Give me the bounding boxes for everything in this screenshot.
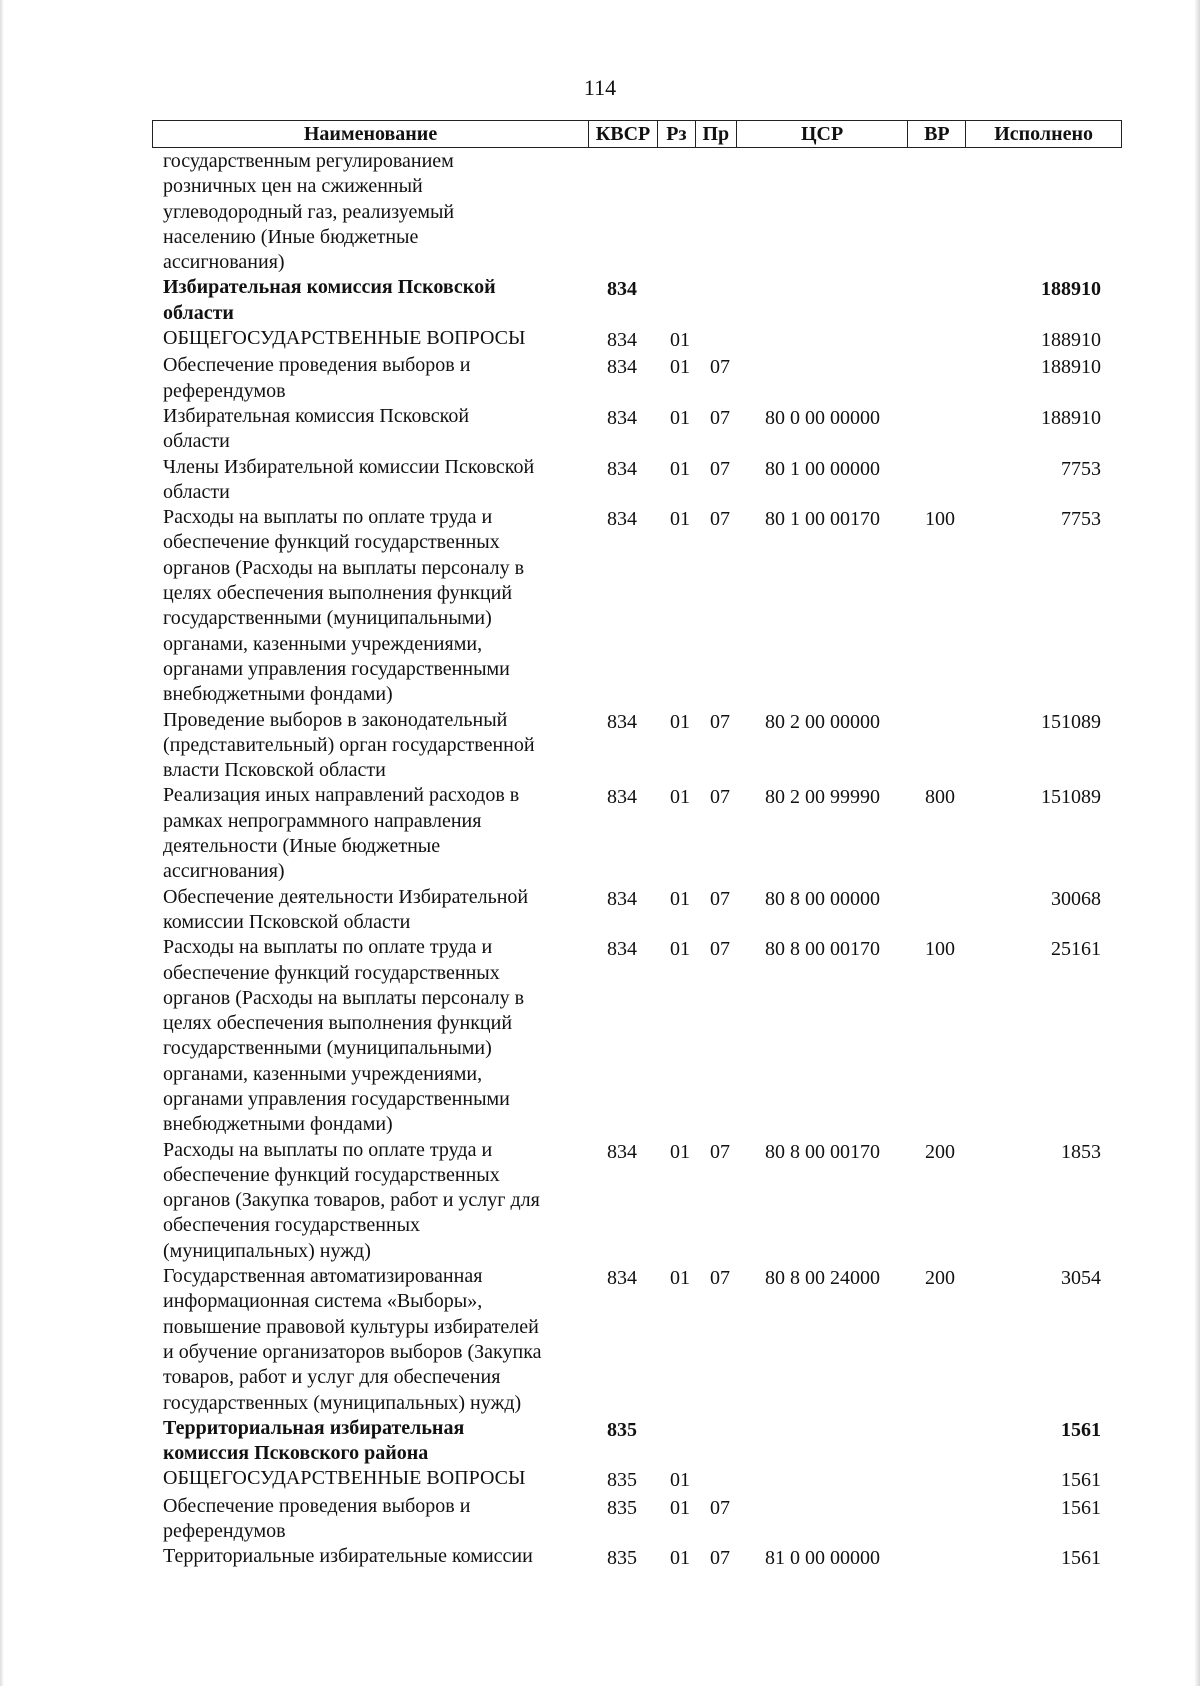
cell-rz: 01 bbox=[670, 406, 690, 429]
cell-rz: 01 bbox=[670, 887, 690, 910]
cell-kvsr: 834 bbox=[607, 1140, 637, 1163]
cell-vr bbox=[925, 1494, 995, 1496]
cell-kvsr: 835 bbox=[607, 1496, 637, 1519]
table-row bbox=[163, 326, 1123, 353]
cell-csr: 80 8 00 00170 bbox=[765, 938, 880, 961]
cell-name: Реализация иных направлений расходов в рамках непрограммного направления деятельности (Иные бюджетные ассигнования) bbox=[163, 784, 520, 883]
cell-executed: 7753 bbox=[1061, 457, 1101, 480]
table-row bbox=[163, 935, 1123, 1137]
cell-executed: 1561 bbox=[1061, 1496, 1101, 1519]
table-body bbox=[163, 149, 1123, 1572]
cell-rz: 01 bbox=[670, 1469, 690, 1492]
cell-pr: 07 bbox=[710, 508, 730, 531]
header-pr: Пр bbox=[696, 121, 737, 147]
cell-vr: 200 bbox=[925, 1140, 955, 1163]
cell-pr bbox=[710, 1466, 765, 1468]
cell-pr: 07 bbox=[710, 356, 730, 379]
table-row bbox=[163, 885, 1123, 936]
cell-executed: 25161 bbox=[1051, 938, 1101, 961]
cell-vr bbox=[925, 275, 995, 277]
cell-csr bbox=[765, 326, 925, 328]
cell-pr: 07 bbox=[710, 1547, 730, 1570]
cell-rz: 01 bbox=[670, 710, 690, 733]
cell-executed: 30068 bbox=[1051, 887, 1101, 910]
cell-rz: 01 bbox=[670, 1140, 690, 1163]
cell-csr: 80 0 00 00000 bbox=[765, 406, 880, 429]
cell-executed: 188910 bbox=[1041, 278, 1101, 301]
cell-executed bbox=[995, 149, 1101, 151]
cell-vr bbox=[925, 353, 995, 355]
cell-kvsr: 834 bbox=[607, 457, 637, 480]
cell-rz: 01 bbox=[670, 329, 690, 352]
header-executed: Исполнено bbox=[994, 123, 1094, 145]
cell-name: Государственная автоматизированная информационная система «Выборы», повышение правовой культуры избирателей и обучение организаторов выборов (Закупка товаров, работ и услуг для обеспечения государственных (муниципальных) нужд) bbox=[163, 1265, 542, 1414]
cell-name: Расходы на выплаты по оплате труда и обеспечение функций государственных органов (Расходы на выплаты персоналу в целях обеспечения выполнения функций государственными (муниципальными) органами, казенными учреждениями, органами управления государственными внебюджетными фондами) bbox=[163, 506, 525, 706]
table-row bbox=[163, 1416, 1123, 1467]
cell-vr bbox=[925, 326, 995, 328]
cell-rz: 01 bbox=[670, 356, 690, 379]
cell-executed: 188910 bbox=[1041, 356, 1101, 379]
cell-pr: 07 bbox=[710, 938, 730, 961]
cell-kvsr: 834 bbox=[607, 278, 637, 301]
cell-executed: 3054 bbox=[1061, 1267, 1101, 1290]
header-csr: ЦСР bbox=[737, 121, 909, 147]
cell-kvsr: 834 bbox=[607, 329, 637, 352]
cell-executed: 1561 bbox=[1061, 1418, 1101, 1441]
cell-name: Расходы на выплаты по оплате труда и обеспечение функций государственных органов (Расходы на выплаты персоналу в целях обеспечения выполнения функций государственными (муниципальными) органами, казенными учреждениями, органами управления государственными внебюджетными фондами) bbox=[163, 936, 525, 1136]
table-row bbox=[163, 1544, 1123, 1571]
cell-pr: 07 bbox=[710, 1140, 730, 1163]
cell-csr: 80 1 00 00170 bbox=[765, 508, 880, 531]
cell-name: Избирательная комиссия Псковской области bbox=[163, 276, 496, 324]
cell-name: Территориальная избирательная комиссия Псковского района bbox=[163, 1416, 465, 1465]
cell-kvsr: 834 bbox=[607, 356, 637, 379]
cell-vr: 200 bbox=[925, 1267, 955, 1290]
cell-name: государственным регулированием розничных цен на сжиженный углеводородный газ, реализуемый населению (Иные бюджетные ассигнования) bbox=[163, 150, 455, 274]
cell-kvsr: 835 bbox=[607, 1469, 637, 1492]
cell-csr: 80 1 00 00000 bbox=[765, 457, 880, 480]
cell-name: Обеспечение проведения выборов и референдумов bbox=[163, 1494, 471, 1543]
cell-rz bbox=[670, 1416, 710, 1418]
cell-kvsr: 834 bbox=[607, 786, 637, 809]
cell-vr bbox=[925, 885, 995, 887]
cell-executed: 151089 bbox=[1041, 786, 1101, 809]
cell-executed: 151089 bbox=[1041, 710, 1101, 733]
cell-vr bbox=[925, 455, 995, 457]
cell-kvsr: 834 bbox=[607, 1267, 637, 1290]
cell-csr: 80 2 00 99990 bbox=[765, 786, 880, 809]
cell-rz bbox=[670, 275, 710, 277]
table-row bbox=[163, 505, 1123, 707]
cell-csr: 80 8 00 24000 bbox=[765, 1267, 880, 1290]
cell-kvsr: 834 bbox=[607, 938, 637, 961]
cell-kvsr: 834 bbox=[607, 406, 637, 429]
table-row bbox=[163, 1264, 1123, 1416]
cell-csr bbox=[765, 353, 925, 355]
cell-kvsr: 834 bbox=[607, 887, 637, 910]
header-name: Наименование bbox=[153, 121, 589, 147]
cell-name: ОБЩЕГОСУДАРСТВЕННЫЕ ВОПРОСЫ bbox=[163, 1467, 526, 1490]
cell-kvsr: 835 bbox=[607, 1418, 637, 1441]
cell-vr bbox=[925, 708, 995, 710]
cell-pr: 07 bbox=[710, 1267, 730, 1290]
cell-csr: 81 0 00 00000 bbox=[765, 1547, 880, 1570]
cell-csr bbox=[765, 275, 925, 277]
cell-name: ОБЩЕГОСУДАРСТВЕННЫЕ ВОПРОСЫ bbox=[163, 327, 526, 350]
table-header bbox=[152, 120, 1122, 148]
cell-rz: 01 bbox=[670, 1496, 690, 1519]
cell-kvsr: 835 bbox=[607, 1547, 637, 1570]
cell-vr: 800 bbox=[925, 786, 955, 809]
cell-vr bbox=[925, 1466, 995, 1468]
cell-executed: 1561 bbox=[1061, 1469, 1101, 1492]
cell-name: Проведение выборов в законодательный (представительный) орган государственной власти Псковской области bbox=[163, 708, 535, 782]
table-row bbox=[163, 149, 1123, 275]
cell-pr bbox=[710, 275, 765, 277]
cell-kvsr bbox=[607, 149, 670, 151]
cell-pr: 07 bbox=[710, 457, 730, 480]
cell-csr: 80 8 00 00000 bbox=[765, 887, 880, 910]
cell-rz: 01 bbox=[670, 457, 690, 480]
cell-executed: 188910 bbox=[1041, 406, 1101, 429]
cell-pr: 07 bbox=[710, 887, 730, 910]
cell-pr: 07 bbox=[710, 786, 730, 809]
table-row bbox=[163, 404, 1123, 455]
cell-csr: 80 2 00 00000 bbox=[765, 710, 880, 733]
header-kvsr: КВСР bbox=[589, 121, 658, 147]
cell-pr: 07 bbox=[710, 710, 730, 733]
cell-name: Избирательная комиссия Псковской области bbox=[163, 404, 470, 453]
cell-executed: 188910 bbox=[1041, 329, 1101, 352]
scan-edge-right bbox=[1194, 0, 1200, 1686]
cell-vr: 100 bbox=[925, 508, 955, 531]
cell-csr bbox=[765, 1416, 925, 1418]
cell-name: Члены Избирательной комиссии Псковской области bbox=[163, 455, 535, 503]
cell-vr bbox=[925, 1416, 995, 1418]
scan-edge-left bbox=[0, 0, 4, 1686]
cell-vr bbox=[925, 149, 995, 151]
cell-csr bbox=[765, 1494, 925, 1496]
cell-rz: 01 bbox=[670, 1547, 690, 1570]
table-row bbox=[163, 783, 1123, 884]
cell-name: Обеспечение деятельности Избирательной комиссии Псковской области bbox=[163, 885, 529, 933]
cell-name: Расходы на выплаты по оплате труда и обеспечение функций государственных органов (Закупка товаров, работ и услуг для обеспечения государственных (муниципальных) нужд) bbox=[163, 1138, 540, 1262]
cell-executed: 7753 bbox=[1061, 508, 1101, 531]
page-number: 114 bbox=[583, 75, 617, 100]
cell-pr: 07 bbox=[710, 406, 730, 429]
header-rz: Рз bbox=[658, 121, 696, 147]
cell-pr: 07 bbox=[710, 1496, 730, 1519]
cell-vr: 100 bbox=[925, 938, 955, 961]
table-row bbox=[163, 1466, 1123, 1493]
cell-rz: 01 bbox=[670, 786, 690, 809]
cell-vr bbox=[925, 1544, 995, 1546]
table-row bbox=[163, 275, 1123, 326]
cell-rz: 01 bbox=[670, 938, 690, 961]
cell-rz bbox=[670, 149, 710, 151]
cell-pr bbox=[710, 1416, 765, 1418]
cell-vr bbox=[925, 404, 995, 406]
table-row bbox=[163, 708, 1123, 784]
cell-csr bbox=[765, 149, 925, 151]
table-row bbox=[163, 455, 1123, 506]
cell-kvsr: 834 bbox=[607, 508, 637, 531]
cell-kvsr: 834 bbox=[607, 710, 637, 733]
cell-rz: 01 bbox=[670, 1267, 690, 1290]
cell-csr: 80 8 00 00170 bbox=[765, 1140, 880, 1163]
cell-pr bbox=[710, 149, 765, 151]
cell-rz: 01 bbox=[670, 508, 690, 531]
cell-name: Территориальные избирательные комиссии bbox=[163, 1545, 533, 1568]
cell-executed: 1561 bbox=[1061, 1547, 1101, 1570]
cell-pr bbox=[710, 326, 765, 328]
cell-name: Обеспечение проведения выборов и референдумов bbox=[163, 354, 471, 402]
table-row bbox=[163, 353, 1123, 404]
cell-executed: 1853 bbox=[1061, 1140, 1101, 1163]
table-row bbox=[163, 1494, 1123, 1545]
cell-csr bbox=[765, 1466, 925, 1468]
table-row bbox=[163, 1138, 1123, 1264]
header-vr: ВР bbox=[908, 121, 966, 147]
